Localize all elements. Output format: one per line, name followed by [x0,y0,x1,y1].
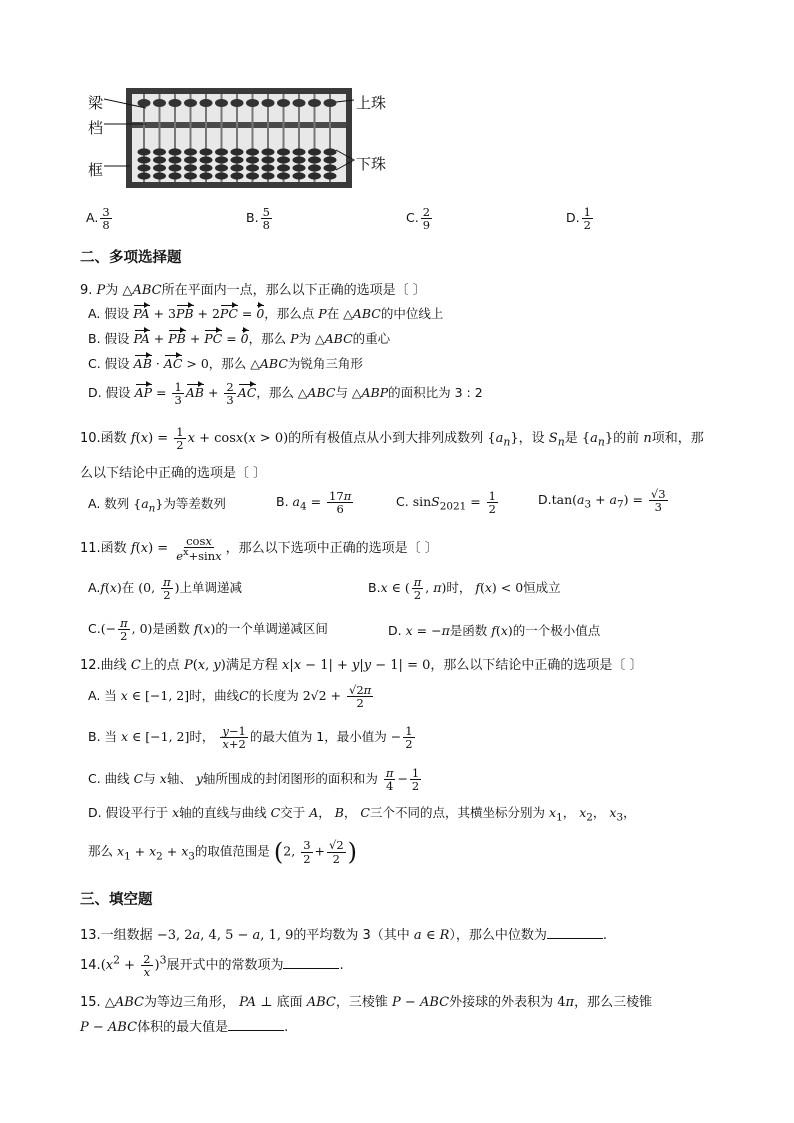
abacus-lower-bead [138,164,151,171]
abacus-upper-bead [231,99,244,107]
abacus-lower-bead [277,148,290,155]
abacus-lower-bead [262,164,275,171]
q11-stem: 11.函数 f(x) = $\frac{\cos x}{e^x+\sin x}$ ，那么以下选项中正确的选项是〔 〕 [80,534,438,563]
abacus-lower-bead [293,148,306,155]
abacus-lower-bead [231,164,244,171]
abacus-lower-bead [153,172,166,179]
abacus-lower-bead [200,156,213,163]
q15-line2: P − ABC体积的最大值是 . [80,1020,289,1035]
q10-option-c[interactable]: C. sinS$_{2021}$ = $\frac{1}{2}$ [396,489,496,517]
q14-answer-blank[interactable] [283,956,339,969]
abacus-lower-bead [262,172,275,179]
abacus-lower-bead [293,164,306,171]
abacus-lower-bead [246,148,259,155]
abacus-lower-bead [277,164,290,171]
q9-stem: 9. P为 △ABC所在平面内一点，那么以下正确的选项是〔 〕 [80,283,426,298]
q11-option-c[interactable]: C.(− $\frac{\pi}{2}$ , 0)是函数 f(x)的一个单调递减区间 [88,616,328,644]
abacus-lower-bead [215,172,228,179]
abacus-lower-bead [184,164,197,171]
q15: 15. △ABC为等边三角形， PA ⊥ 底面 ABC，三棱锥 P − ABC外接球的外表积为 4π，那么三棱锥 [80,995,653,1010]
abacus-lower-bead [324,148,337,155]
q12-option-c[interactable]: C. 曲线 C与 x轴、 y轴所围成的封闭图形的面积和为 $\frac{\pi}{4}$ − $\frac{1}{2}$ [88,766,420,794]
q13: 13.一组数据 −3, 2a, 4, 5 − a, 1, 9的平均数为 3（其中 a ∈ R），那么中位数为 . [80,928,608,943]
q8-option-a[interactable]: A. $\frac{3}{8}$ [86,205,110,233]
abacus-lower-bead [169,156,182,163]
abacus-lower-bead [215,156,228,163]
abacus-upper-bead [293,99,306,107]
q9-option-a[interactable]: A. 假设 PA + 3PB + 2PC = 0，那么点 P在 △ABC的中位线上 [88,306,444,321]
q12-option-a[interactable]: A. 当 x ∈ [−1, 2]时，曲线C的长度为 2√2 + $\frac{√2\pi}{2}$ [88,683,372,711]
abacus-lower-bead [277,172,290,179]
abacus-lower-bead [246,172,259,179]
abacus-lower-bead [184,148,197,155]
abacus-lower-bead [138,156,151,163]
abacus-lower-bead [308,164,321,171]
q9-option-c[interactable]: C. 假设 AB · AC > 0，那么 △ABC为锐角三角形 [88,356,363,371]
abacus-upper-bead [277,99,290,107]
abacus-lower-bead [293,156,306,163]
abacus-lower-bead [324,164,337,171]
abacus-upper-bead [215,99,228,107]
abacus-lower-bead [153,148,166,155]
abacus-lower-bead [215,148,228,155]
q11-option-b[interactable]: B.x ∈ ( $\frac{\pi}{2}$ , π)时， f(x) < 0恒成立 [368,575,561,603]
q13-answer-blank[interactable] [547,926,603,939]
abacus-lower-bead [308,172,321,179]
q10-option-b[interactable]: B. $a_4$ = $\frac{17\pi}{6}$ [276,489,352,517]
abacus-lower-bead [324,172,337,179]
label-lower-beads: 下珠 [356,155,387,173]
abacus-upper-bead [308,99,321,107]
abacus-upper-bead [169,99,182,107]
q8-option-c[interactable]: C. $\frac{2}{9}$ [406,205,431,233]
abacus-lower-bead [215,164,228,171]
q12-option-d[interactable]: D. 假设平行于 x轴的直线与曲线 C交于 A， B， C三个不同的点，其横坐标分别为 $x_1$， $x_2$， $x_3$， [88,805,636,824]
abacus-lower-bead [169,148,182,155]
abacus-lower-bead [293,172,306,179]
q9-option-b[interactable]: B. 假设 PA + PB + PC = 0，那么 P为 △ABC的重心 [88,331,391,346]
q10-stem: 10.函数 f(x) = $\frac{1}{2}$ x + cosx(x > 0)的所有极值点从小到大排列成数列 $\{a_n\}$，设 $S_n$是 $\{a_n\}$的前 n项和，那 [80,425,704,453]
abacus-lower-bead [262,156,275,163]
q8-option-b[interactable]: B. $\frac{5}{8}$ [246,205,270,233]
label-beam: 梁 [88,94,104,112]
q9-option-d[interactable]: D. 假设 AP = $\frac{1}{3}$ AB + $\frac{2}{3}$ AC，那么 △ABC与 △ABP的面积比为 3 : 2 [88,380,483,408]
abacus-lower-bead [200,164,213,171]
abacus-lower-bead [200,172,213,179]
q14: $14.(x^2$ + $\frac{2}{x}$ )$^3$展开式中的常数项为 . [80,952,344,980]
abacus-lower-bead [324,156,337,163]
abacus-lower-bead [246,164,259,171]
q12-option-b[interactable]: B. 当 x ∈ [−1, 2]时， $\frac{y-1}{x+2}$ 的最大值为 1，最小值为 − $\frac{1}{2}$ [88,724,413,752]
abacus-lower-bead [153,156,166,163]
q8-option-d[interactable]: D. $\frac{1}{2}$ [566,205,591,233]
label-upper-beads: 上珠 [356,94,387,112]
q12-stem: 12.曲线 C上的点 P(x, y)满足方程 x|x − 1| + y|y − 1| = 0，那么以下结论中正确的选项是〔 〕 [80,658,643,673]
abacus-upper-bead [246,99,259,107]
abacus-lower-bead [277,156,290,163]
q11-option-a[interactable]: A.f(x)在 (0, $\frac{\pi}{2}$ )上单调递减 [88,575,243,603]
abacus-lower-bead [246,156,259,163]
abacus-lower-bead [138,148,151,155]
label-rod: 档 [88,119,104,137]
section-title-fill-in: 三、填空题 [80,892,153,908]
abacus-lower-bead [231,148,244,155]
q15-answer-blank[interactable] [228,1018,284,1031]
section-title-multiple-choice: 二、多项选择题 [80,250,182,266]
abacus-lower-bead [231,172,244,179]
abacus-lower-bead [308,148,321,155]
q10-stem-line2: 么以下结论中正确的选项是〔 〕 [80,466,267,481]
abacus-upper-bead [324,99,337,107]
abacus-lower-bead [169,164,182,171]
abacus-lower-bead [231,156,244,163]
abacus-lower-bead [262,148,275,155]
abacus-upper-bead [200,99,213,107]
q10-option-a[interactable]: A. 数列 $\{a_n\}$为等差数列 [88,496,226,515]
q11-option-d[interactable]: D. x = −π是函数 f(x)的一个极小值点 [388,623,601,638]
abacus-upper-bead [262,99,275,107]
abacus-lower-bead [138,172,151,179]
q10-option-d[interactable]: $D.\tan(a_3 + a_7)$ = $\frac{√3}{3}$ [538,487,666,515]
abacus-lower-bead [308,156,321,163]
abacus-lower-bead [200,148,213,155]
abacus-lower-bead [184,172,197,179]
abacus-upper-bead [153,99,166,107]
q12-option-d-line2: 那么 $x_1 + x_2 + x_3$的取值范围是 (2, $\frac{3}{2}$ + $\frac{√2}{2}$ ) [88,838,358,866]
abacus-lower-bead [184,156,197,163]
abacus-lower-bead [153,164,166,171]
abacus-upper-bead [184,99,197,107]
abacus-lower-bead [169,172,182,179]
label-frame: 框 [88,161,104,179]
abacus-upper-bead [138,99,151,107]
